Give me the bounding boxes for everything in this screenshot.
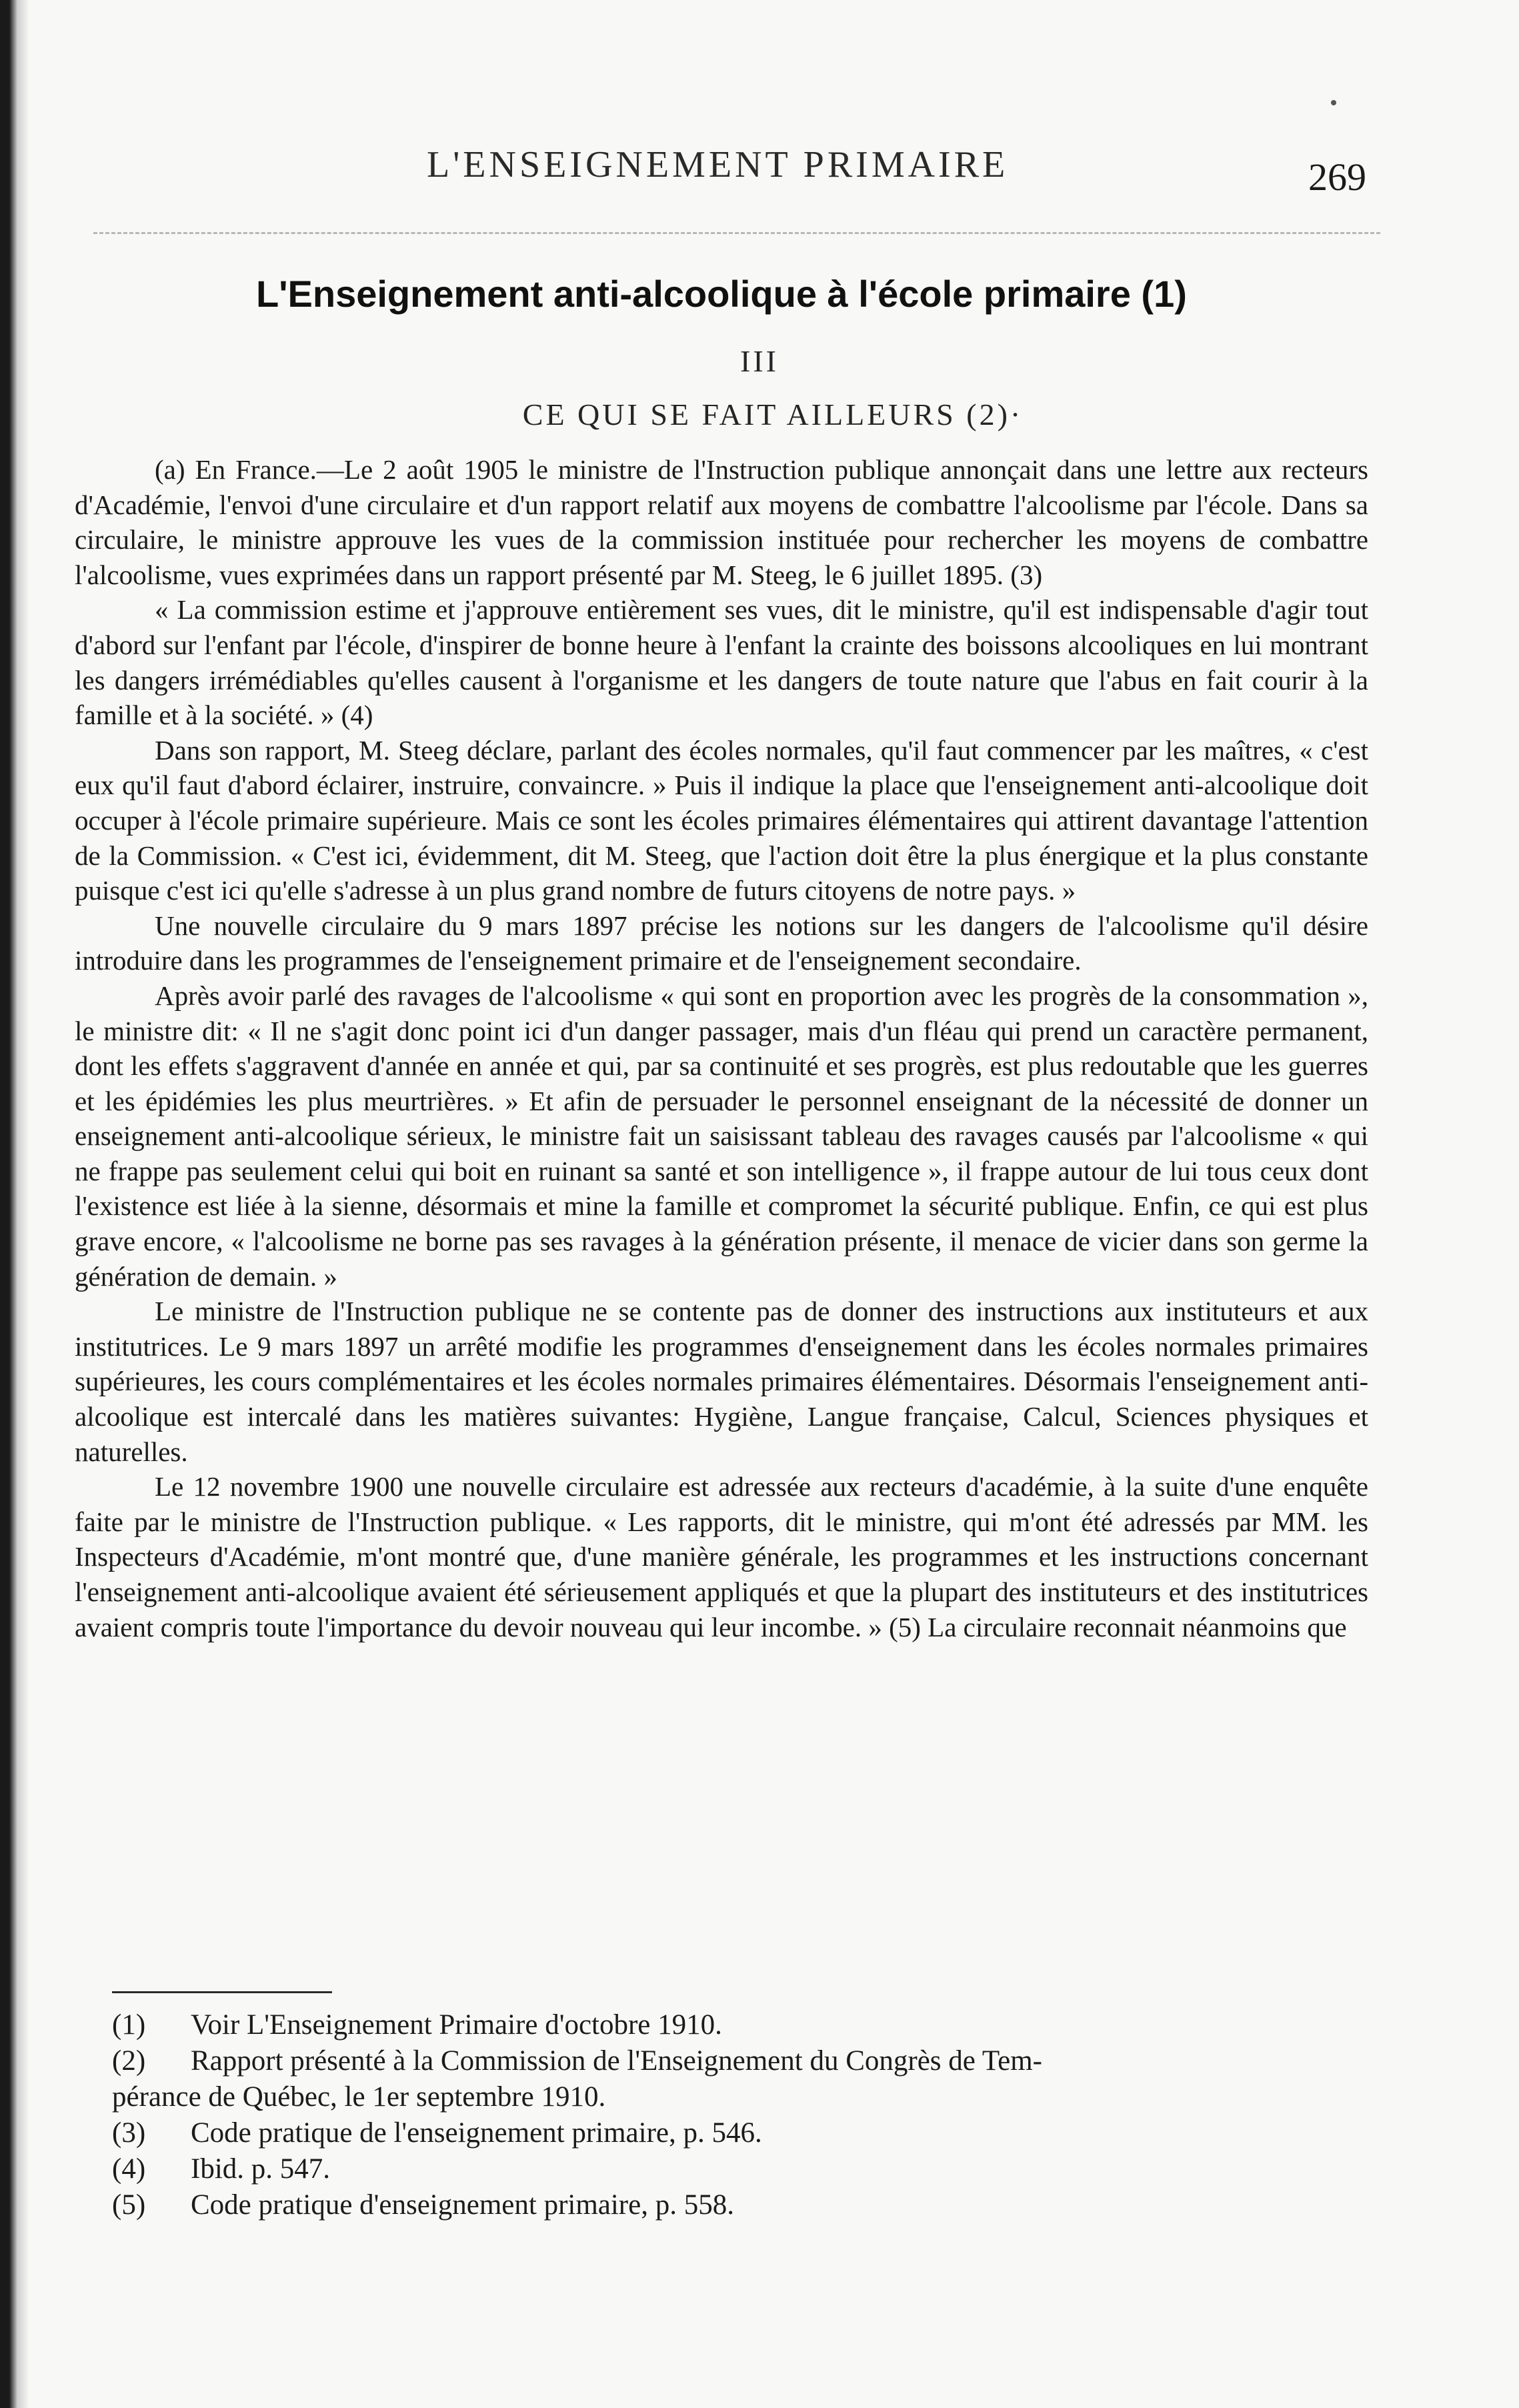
footnote (112, 2043, 1352, 2079)
footnote-text: Code pratique de l'enseignement primaire, p. 546. (191, 2117, 762, 2149)
footnote-text: Rapport présenté à la Commission de l'Enseignement du Congrès de Tem- (191, 2045, 1042, 2077)
paragraph: Le 12 novembre 1900 une nouvelle circulaire est adressée aux recteurs d'académie, à la suite d'une enquête faite par le ministre de l'Instruction publique. « Les rapports, dit le ministre, qui m'ont été adressés par MM. les Inspecteurs d'Académie, m'ont montré que, d'une manière générale, les programmes et les instructions concernant l'enseignement anti-alcoolique avaient été sérieusement appliqués et que la plupart des instituteurs et des institutrices avaient compris toute l'importance du devoir nouveau qui leur incombe. » (5) La circulaire reconnait néanmoins que (75, 1471, 1368, 1642)
running-title: L'ENSEIGNEMENT PRIMAIRE (427, 144, 1009, 185)
article-title: L'Enseignement anti-alcoolique à l'école primaire (1) (256, 273, 1187, 315)
header-rule (93, 232, 1380, 234)
paragraph: Une nouvelle circulaire du 9 mars 1897 précise les notions sur les dangers de l'alcoolisme qu'il désire introduire dans les programmes de l'enseignement primaire et de l'enseignement secondaire. (75, 910, 1368, 976)
footnote-text: Voir L'Enseignement Primaire d'octobre 1910. (191, 2009, 722, 2041)
page-number: 269 (1308, 155, 1366, 199)
footnote-mark: (2) (112, 2045, 146, 2077)
article-body (75, 452, 1368, 1644)
footnote-mark: (3) (112, 2117, 146, 2149)
section-heading: CE QUI SE FAIT AILLEURS (2)· (522, 397, 1024, 431)
footnote-text: Code pratique d'enseignement primaire, p. 558. (191, 2189, 734, 2221)
paragraph: Après avoir parlé des ravages de l'alcoolisme « qui sont en proportion avec les progrès de la consommation », le ministre dit: « Il ne s'agit donc point ici d'un danger passager, mais d'un fléau qui prend un caractère permanent, dont les effets s'aggravent d'année en année et qui, par sa continuité et ses progrès, est plus redoutable que les guerres et les épidémies les plus meurtrières. » Et afin de persuader le personnel enseignant de la nécessité de donner un enseignement anti-alcoolique sérieux, le ministre fait un saisissant tableau des ravages causés par l'alcoolisme « qui ne frappe pas seulement celui qui boit en ruinant sa santé et son intelligence », il frappe autour de lui tous ceux dont l'existence est liée à la sienne, désormais et mine la famille et compromet la sécurité publique. Enfin, ce qui est plus grave encore, « l'alcoolisme ne borne pas ses ravages à la génération présente, il menace de vicier dans son germe la génération de demain. » (75, 980, 1368, 1292)
footnote (112, 2151, 1352, 2187)
footnote-continuation: pérance de Québec, le 1er septembre 1910. (112, 2081, 606, 2113)
part-number: III (740, 344, 779, 378)
paragraph: Dans son rapport, M. Steeg déclare, parlant des écoles normales, qu'il faut commencer par les maîtres, « c'est eux qu'il faut d'abord éclairer, instruire, convaincre. » Puis il indique la place que l'enseignement anti-alcoolique doit occuper à l'école primaire supérieure. Mais ce sont les écoles primaires élémentaires qui attirent davantage l'attention de la Commission. « C'est ici, évidemment, dit M. Steeg, que l'action doit être la plus énergique et la plus constante puisque c'est ici qu'elle s'adresse à un plus grand nombre de futurs citoyens de notre pays. » (75, 734, 1368, 906)
footnotes (112, 2007, 1352, 2223)
paragraph: Le ministre de l'Instruction publique ne se contente pas de donner des instructions aux instituteurs et aux institutrices. Le 9 mars 1897 un arrêté modifie les programmes d'enseignement dans les écoles normales primaires supérieures, les cours complémentaires et les écoles normales primaires élémentaires. Désormais l'enseignement anti-alcoolique est intercalé dans les matières suivantes: Hygiène, Langue française, Calcul, Sciences physiques et naturelles. (75, 1296, 1368, 1467)
footnote-mark: (4) (112, 2153, 146, 2185)
footnote (112, 2115, 1352, 2151)
footnote (112, 2007, 1352, 2043)
footnote-mark: (5) (112, 2189, 146, 2221)
footnote-mark: (1) (112, 2009, 146, 2041)
paragraph: « La commission estime et j'approuve entièrement ses vues, dit le ministre, qu'il est indispensable d'agir tout d'abord sur l'enfant par l'école, d'inspirer de bonne heure à l'enfant la crainte des boissons alcooliques en lui montrant les dangers irrémédiables qu'elles causent à l'organisme et les dangers de toute nature que l'abus en fait courir à la famille et à la société. » (4) (75, 594, 1368, 731)
footnote-rule (112, 1991, 332, 1993)
dust-speck (1331, 100, 1336, 105)
footnote (112, 2187, 1352, 2223)
paragraph: (a) En France.—Le 2 août 1905 le ministre de l'Instruction publique annonçait dans une lettre aux recteurs d'Académie, l'envoi d'une circulaire et d'un rapport relatif aux moyens de combattre l'alcoolisme par l'école. Dans sa circulaire, le ministre approuve les vues de la commission instituée pour rechercher les moyens de combattre l'alcoolisme, vues exprimées dans un rapport présenté par M. Steeg, le 6 juillet 1895. (3) (75, 454, 1368, 590)
footnote-text: Ibid. p. 547. (191, 2153, 331, 2185)
